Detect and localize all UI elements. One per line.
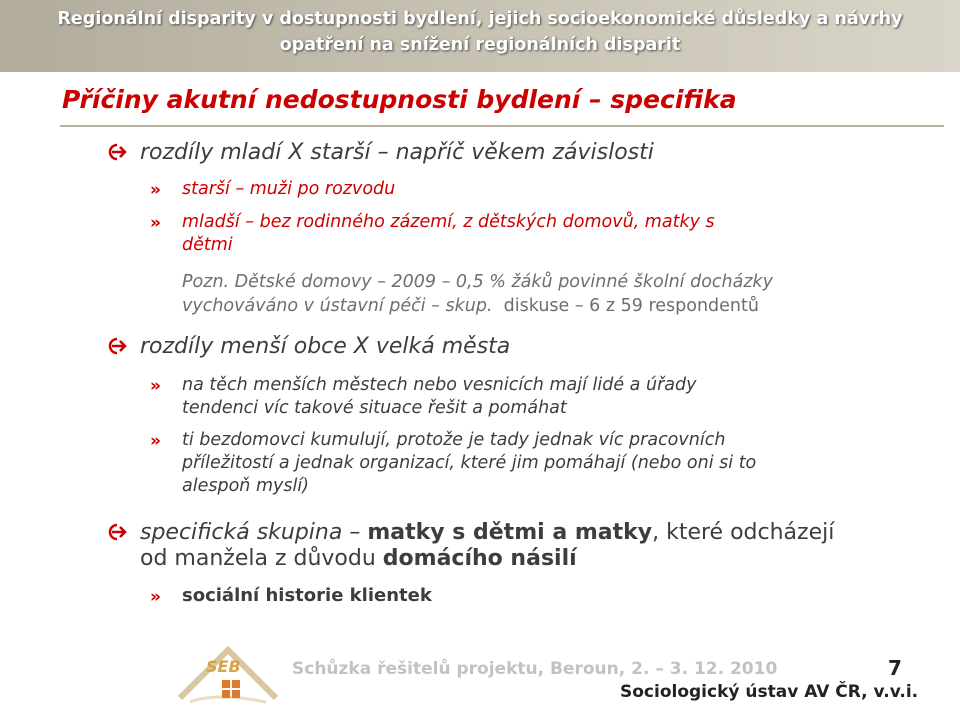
slide-title: Příčiny akutní nedostupnosti bydlení – specifika (62, 85, 737, 114)
arrow-bullet-icon (107, 336, 127, 356)
arrow-bullet-icon (107, 522, 127, 542)
footer-institute: Sociologický ústav AV ČR, v.v.i. (620, 682, 919, 702)
header-line-1: Regionální disparity v dostupnosti bydlení, jejich socioekonomické důsledky a návrhy (57, 9, 903, 29)
section-1-text: rozdíly mladí X starší – napříč věkem závislosti (140, 140, 654, 165)
title-divider (60, 125, 944, 127)
section-2-item-2-line-2: příležitostí a jednak organizací, které jim pomáhají (nebo oni si to (182, 453, 757, 473)
section-1-item-1: starší – muži po rozvodu (182, 179, 396, 199)
slide-header (0, 0, 960, 72)
chevron-bullet: » (150, 376, 161, 396)
section-1-item-2-line-1: mladší – bez rodinného zázemí, z dětských domovů, matky s (182, 212, 715, 232)
note-line-2-part-b: diskuse – 6 z 59 respondentů (503, 296, 759, 316)
section-2-text: rozdíly menší obce X velká města (140, 334, 511, 359)
note-line-1: Pozn. Dětské domovy – 2009 – 0,5 % žáků povinné školní docházky (182, 272, 774, 292)
arrow-bullet-icon (107, 142, 127, 162)
chevron-bullet: » (150, 213, 161, 233)
page-number: 7 (888, 656, 902, 680)
section-2-item-1-line-1: na těch menších městech nebo vesnicích mají lidé a úřady (182, 375, 697, 395)
section-1-note (182, 270, 773, 318)
section-3-item-1: sociální historie klientek (182, 585, 432, 606)
section-2-item-2-line-1: ti bezdomovci kumulují, protože je tady jednak víc pracovních (182, 430, 726, 450)
chevron-bullet: » (150, 431, 161, 451)
section-3-line-2-a: od manžela z důvodu (140, 546, 383, 571)
footer-meeting: Schůzka řešitelů projektu, Beroun, 2. – 3. 12. 2010 (292, 659, 778, 679)
note-line-2-part-a: vychováváno v ústavní péči – skup. (182, 296, 493, 316)
note-line-2 (182, 294, 773, 318)
section-2-item-1-line-2: tendenci víc takové situace řešit a pomáhat (182, 398, 567, 418)
logo-text: SEB (206, 657, 241, 676)
section-3-part-1: specifická skupina (140, 520, 343, 545)
section-3-part-4: , které odcházejí (652, 520, 835, 545)
section-3-part-2: – (342, 520, 368, 545)
section-3-part-3: matky s dětmi a matky (367, 520, 653, 545)
chevron-bullet: » (150, 587, 161, 607)
header-line-2: opatření na snížení regionálních disparit (279, 35, 681, 55)
section-3-text (140, 520, 834, 572)
section-3-line-2-b: domácího násilí (382, 546, 577, 571)
section-2-item-2-line-3: alespoň myslí) (182, 476, 310, 496)
chevron-bullet: » (150, 180, 161, 200)
seb-logo (176, 632, 286, 708)
section-1-item-2-line-2: dětmi (182, 235, 233, 255)
